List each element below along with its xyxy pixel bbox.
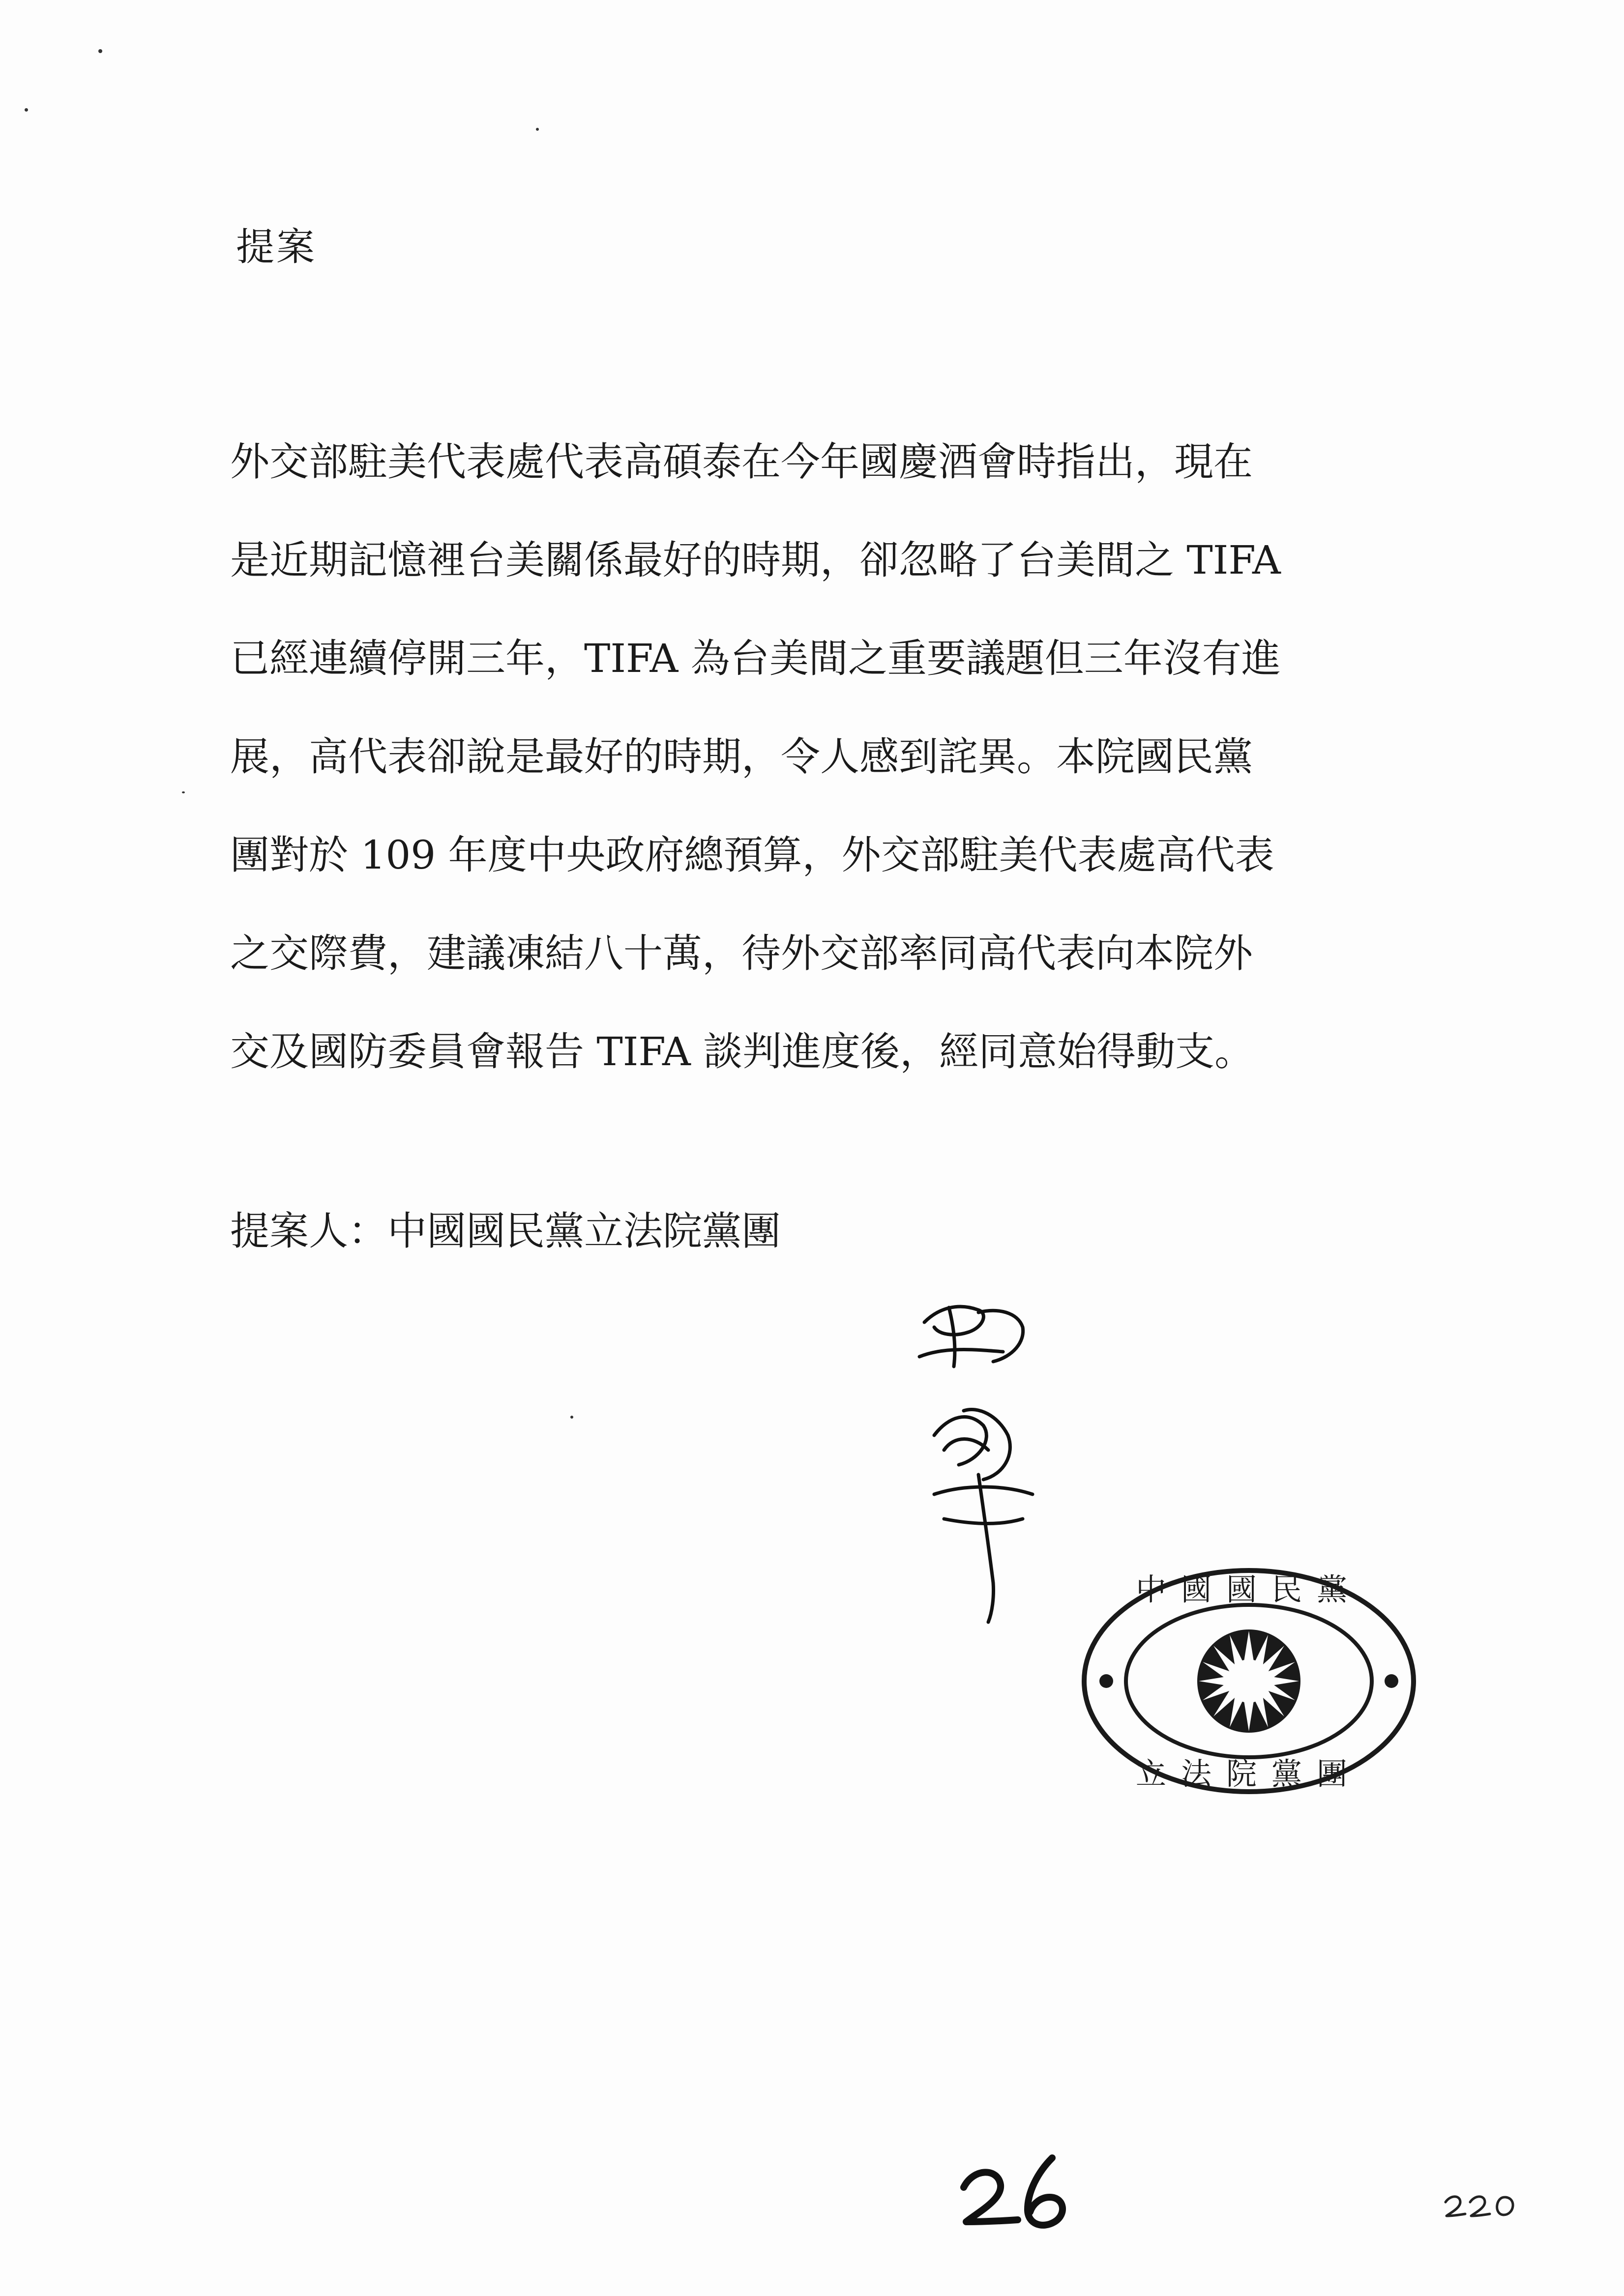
proposer-line: 提案人：中國國民黨立法院黨團: [230, 1208, 781, 1254]
seal-text-bottom: 立法院黨團: [1135, 1756, 1362, 1792]
body-line: 已經連續停開三年，TIFA 為台美間之重要議題但三年沒有進: [230, 636, 1281, 681]
body-line: 團對於 109 年度中央政府總預算，外交部駐美代表處高代表: [230, 832, 1274, 878]
scan-speck: [536, 128, 539, 131]
handwritten-page-number: [954, 2148, 1082, 2237]
body-line: 展，高代表卻說是最好的時期，令人感到詫異。本院國民黨: [230, 734, 1253, 780]
proposal-body: [230, 413, 1381, 1101]
body-line: 之交際費，建議凍結八十萬，待外交部率同高代表向本院外: [230, 930, 1253, 976]
seal-text-top: 中國國民黨: [1135, 1571, 1362, 1607]
handwritten-signature: [905, 1288, 1052, 1632]
body-line: 交及國防委員會報告 TIFA 談判進度後，經同意始得動支。: [230, 1029, 1254, 1075]
scan-speck: [25, 108, 28, 112]
scan-speck: [182, 791, 185, 793]
body-line: 是近期記憶裡台美關係最好的時期，卻忽略了台美間之 TIFA: [230, 537, 1281, 583]
body-line: 外交部駐美代表處代表高碩泰在今年國慶酒會時指出，現在: [230, 439, 1253, 485]
scan-speck: [98, 49, 102, 53]
scan-speck: [570, 1416, 573, 1419]
handwritten-corner-mark: [1441, 2182, 1529, 2227]
party-caucus-seal: [1077, 1563, 1421, 1799]
document-heading: 提案: [236, 225, 317, 269]
